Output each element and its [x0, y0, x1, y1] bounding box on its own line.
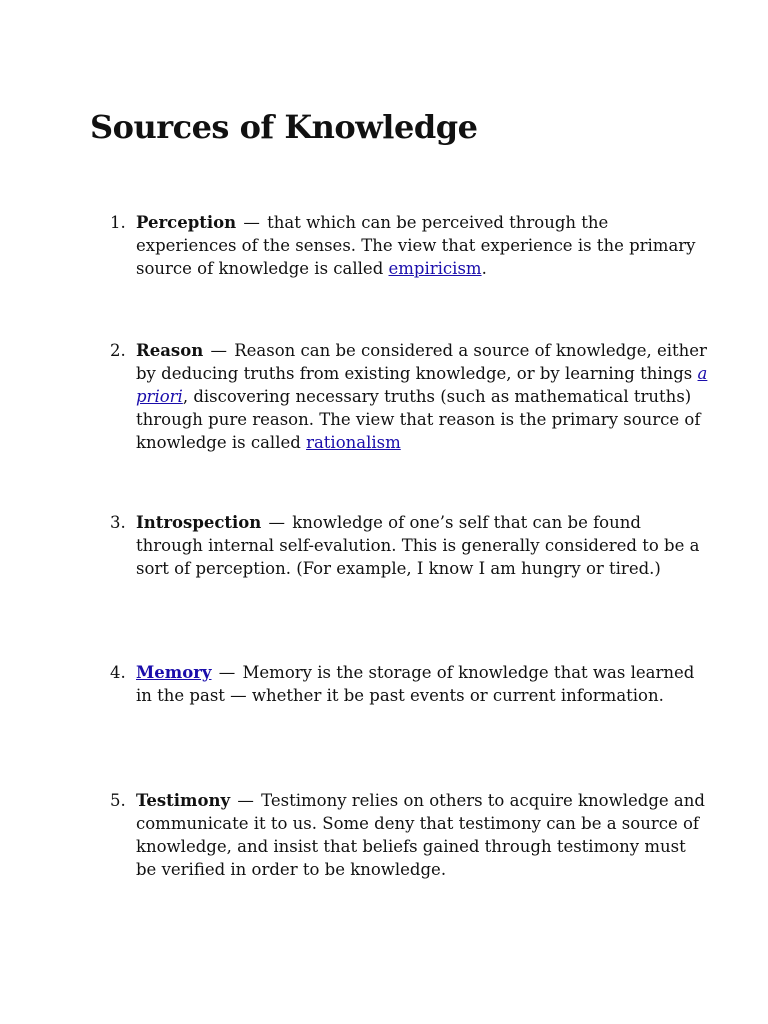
item-text-middle: , discovering necessary truths (such as mathematical truths) through pure reason. The view that reason is the primary source of knowledge is called [136, 387, 701, 452]
item-body [136, 661, 710, 707]
link-empiricism[interactable]: empiricism [388, 259, 482, 278]
em-dash: — [210, 341, 227, 360]
item-body [136, 789, 710, 881]
item-body [136, 511, 710, 580]
item-text: Reason can be considered a source of knowledge, either by deducing truths from existing knowledge, or by learning things [136, 341, 707, 383]
em-dash: — [243, 213, 260, 232]
em-dash: — [268, 513, 286, 532]
item-number: 5. [110, 791, 126, 810]
term-perception: Perception [136, 213, 237, 232]
item-number: 4. [110, 663, 126, 682]
link-memory[interactable]: Memory [136, 663, 212, 682]
em-dash: — [218, 663, 236, 682]
list-item-reason [110, 339, 710, 454]
item-text-end: . [481, 259, 487, 278]
list-item-memory [110, 661, 710, 707]
term-reason: Reason [136, 341, 204, 360]
link-a-priori[interactable]: a priori [136, 364, 708, 406]
item-number: 2. [110, 341, 126, 360]
term-testimony: Testimony [136, 791, 231, 810]
page-title: Sources of Knowledge [90, 108, 478, 146]
item-number: 3. [110, 513, 126, 532]
item-body [136, 211, 710, 280]
link-rationalism[interactable]: rationalism [306, 433, 401, 452]
item-number: 1. [110, 213, 126, 232]
list-item-introspection [110, 511, 710, 580]
item-text: Memory is the storage of knowledge that was learned in the past — whether it be past events or current information. [136, 663, 695, 705]
em-dash: — [237, 791, 254, 810]
list-item-testimony [110, 789, 710, 881]
item-text: that which can be perceived through the experiences of the senses. The view that experience is the primary source of knowledge is called [136, 213, 696, 278]
item-text: Testimony relies on others to acquire knowledge and communicate it to us. Some deny that testimony can be a source of knowledge, and insist that beliefs gained through testimony must be verified in order to be knowledge. [136, 791, 705, 879]
item-text: knowledge of one’s self that can be found through internal self-evalution. This is generally considered to be a sort of perception. (For example, I know I am hungry or tired.) [136, 513, 700, 578]
item-body [136, 339, 710, 454]
list-item-perception [110, 211, 710, 280]
term-introspection: Introspection [136, 513, 262, 532]
